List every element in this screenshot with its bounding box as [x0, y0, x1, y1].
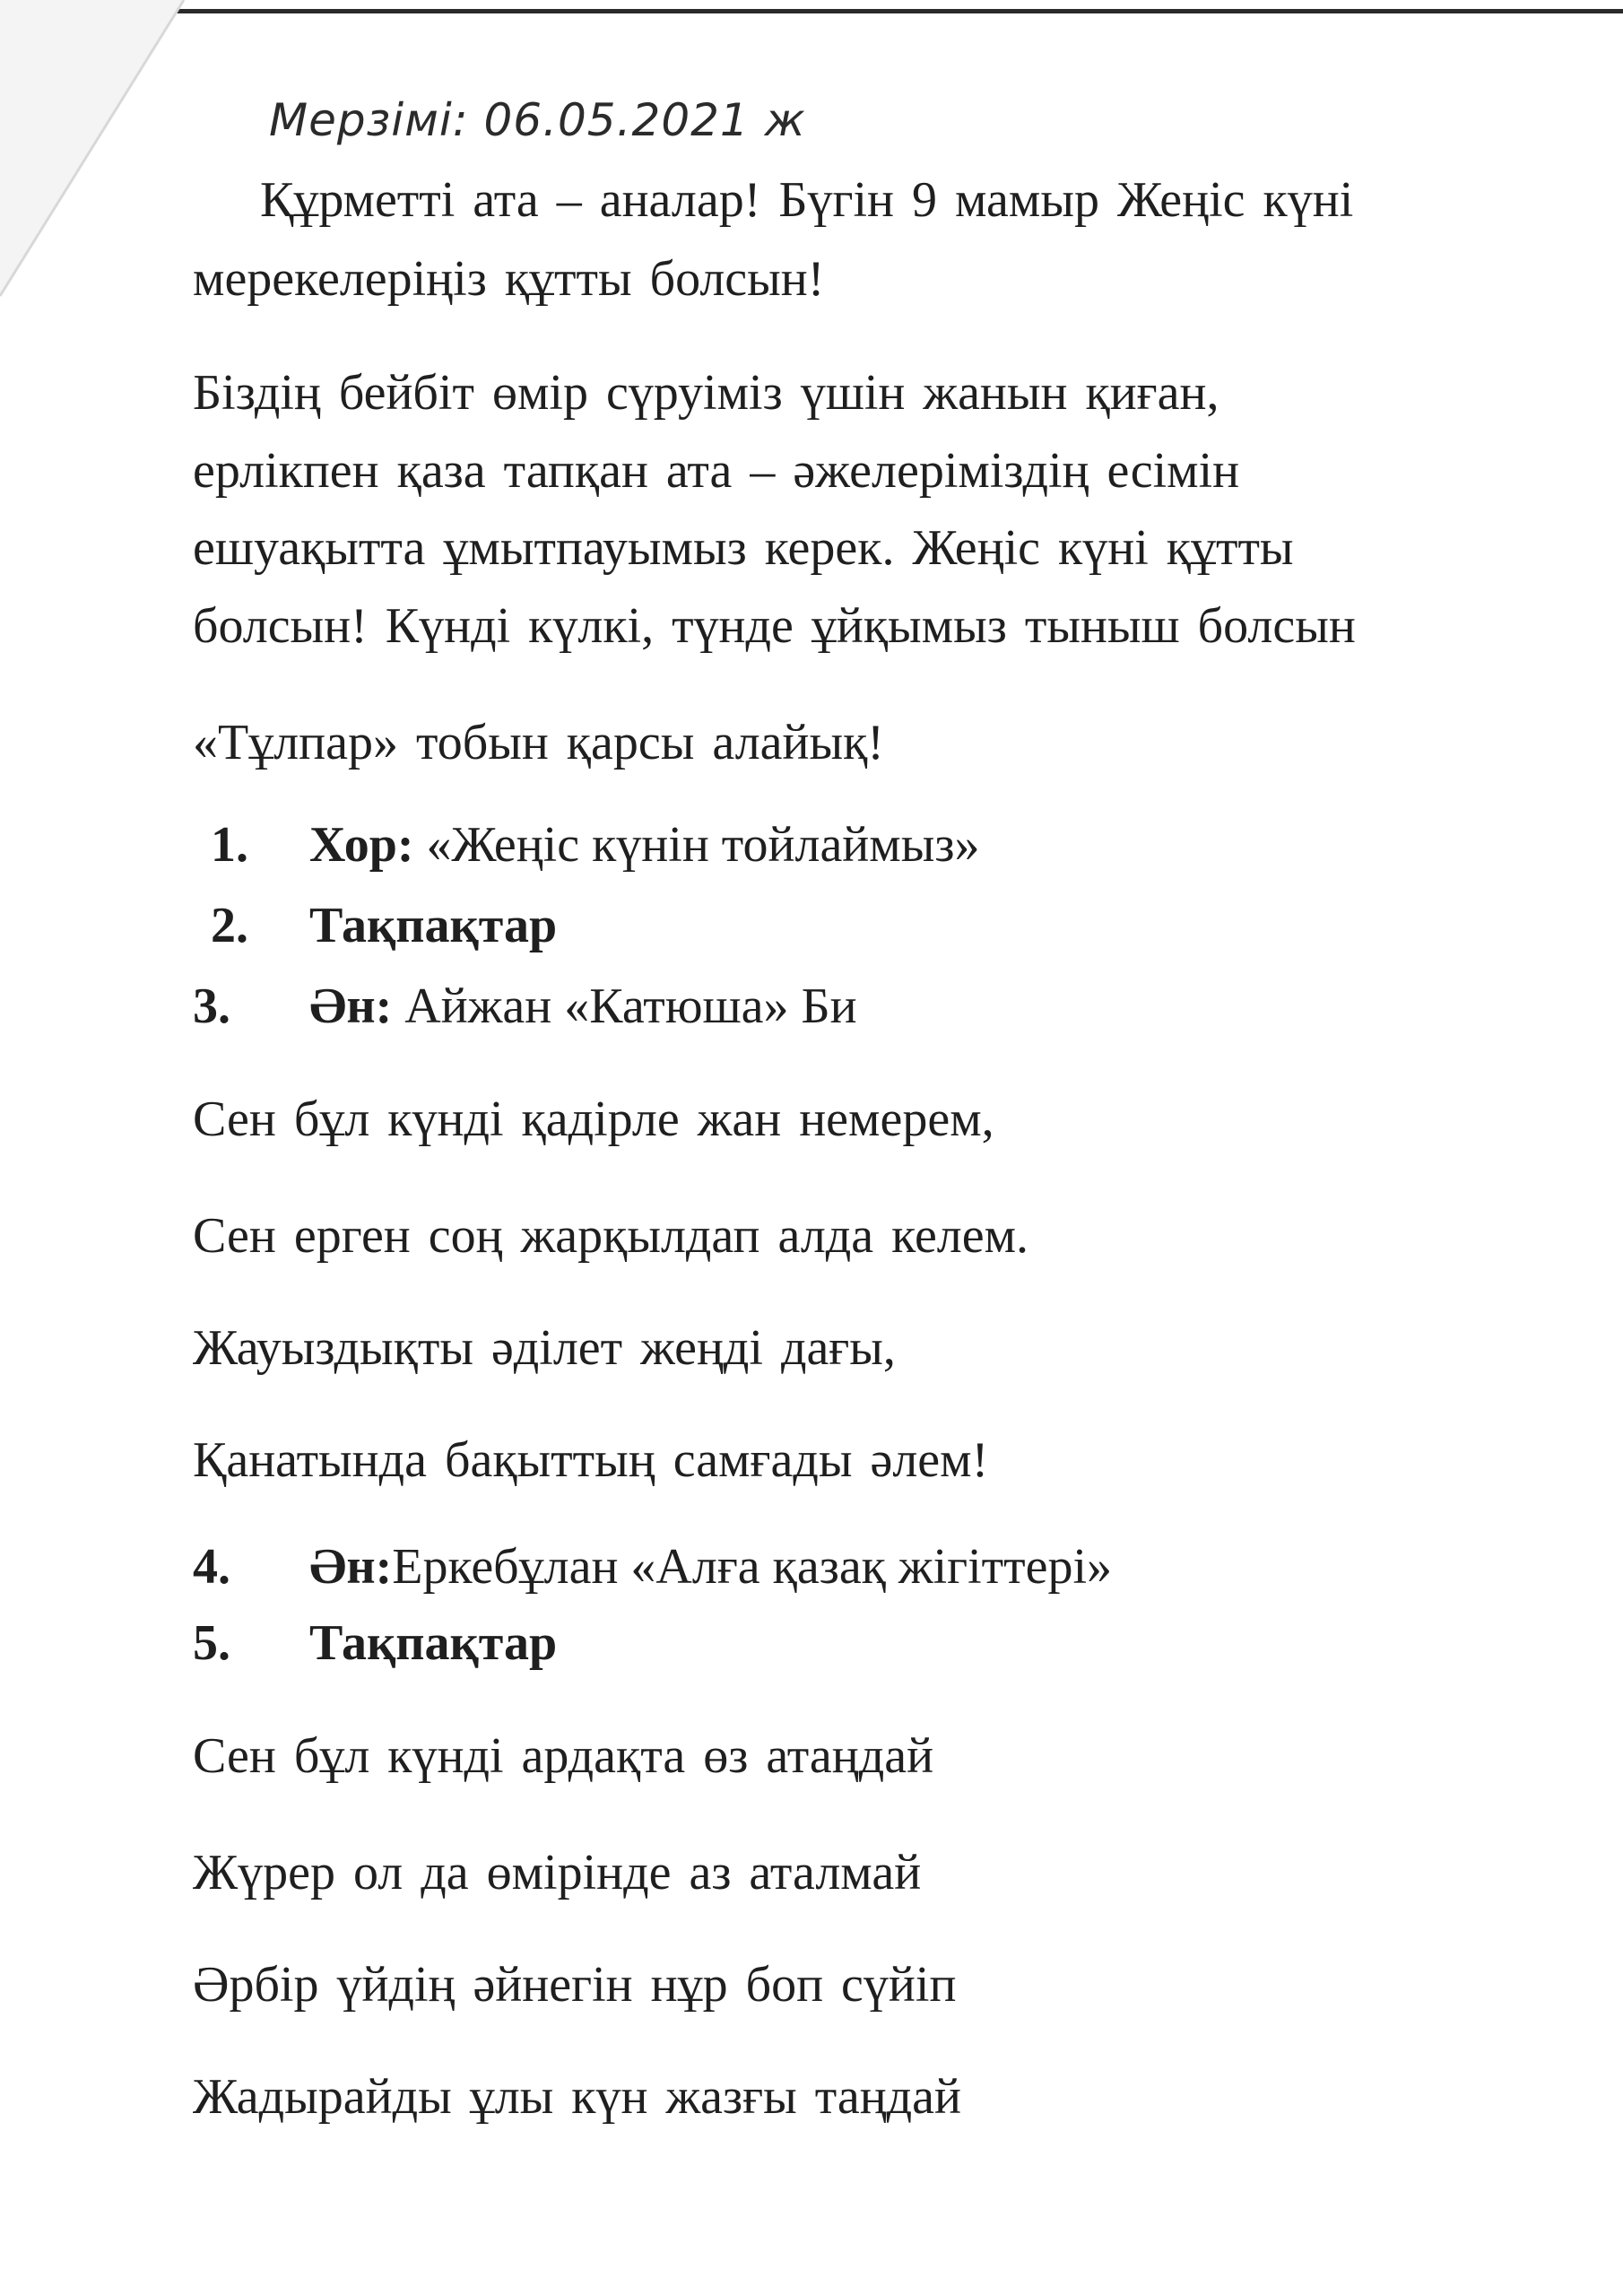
verse1-line-3: Жауыздықты әділет жеңді дағы, [193, 1320, 896, 1376]
welcome-line: «Тұлпар» тобын қарсы алайық! [193, 715, 884, 770]
item-text: «Жеңіс күнін тойлаймыз» [413, 817, 980, 873]
tribute-line-1: Біздің бейбіт өмір сүруіміз үшін жанын қиған, [193, 365, 1219, 421]
item-label: Ән: [309, 1539, 393, 1595]
tribute-line-4: болсын! Күнді күлкі, түнде ұйқымыз тыныш болсын [193, 598, 1356, 654]
handwritten-date: Мерзімі: 06.05.2021 ж [269, 94, 806, 146]
greeting-line-1: Құрметті ата – аналар! Бүгін 9 мамыр Жеңіс күні [260, 172, 1354, 228]
item-number: 4. [193, 1539, 230, 1595]
item-number: 1. [211, 817, 248, 873]
verse2-line-4: Жадырайды ұлы күн жазғы таңдай [193, 2069, 961, 2125]
verse1-line-2: Сен ерген соң жарқылдап алда келем. [193, 1208, 1029, 1264]
verse2-line-2: Жүрер ол да өмірінде аз аталмай [193, 1845, 922, 1900]
item-label: Тақпақтар [309, 1615, 558, 1671]
folded-corner-shadow [0, 0, 206, 314]
item-text: Айжан «Катюша» Би [392, 978, 857, 1034]
item-number: 5. [193, 1615, 230, 1671]
tribute-line-3: ешуақытта ұмытпауымыз керек. Жеңіс күні құтты [193, 520, 1294, 576]
item-label: Тақпақтар [309, 898, 558, 953]
verse1-line-1: Сен бұл күнді қадірле жан немерем, [193, 1091, 994, 1147]
scan-top-edge [170, 9, 1623, 13]
verse2-line-1: Сен бұл күнді ардақта өз атаңдай [193, 1728, 934, 1784]
verse2-line-3: Әрбір үйдің әйнегін нұр боп сүйіп [193, 1957, 957, 2013]
item-number: 2. [211, 898, 248, 953]
item-label: Хор: [309, 817, 414, 873]
verse1-line-4: Қанатында бақыттың самғады әлем! [193, 1432, 989, 1488]
tribute-line-2: ерлікпен қаза тапқан ата – әжелеріміздің есімін [193, 443, 1240, 499]
greeting-line-2: мерекелеріңіз құтты болсын! [193, 251, 825, 307]
item-label: Ән: [309, 978, 393, 1034]
item-text: Еркебұлан «Алға қазақ жігіттері» [392, 1539, 1113, 1595]
item-number: 3. [193, 978, 230, 1034]
